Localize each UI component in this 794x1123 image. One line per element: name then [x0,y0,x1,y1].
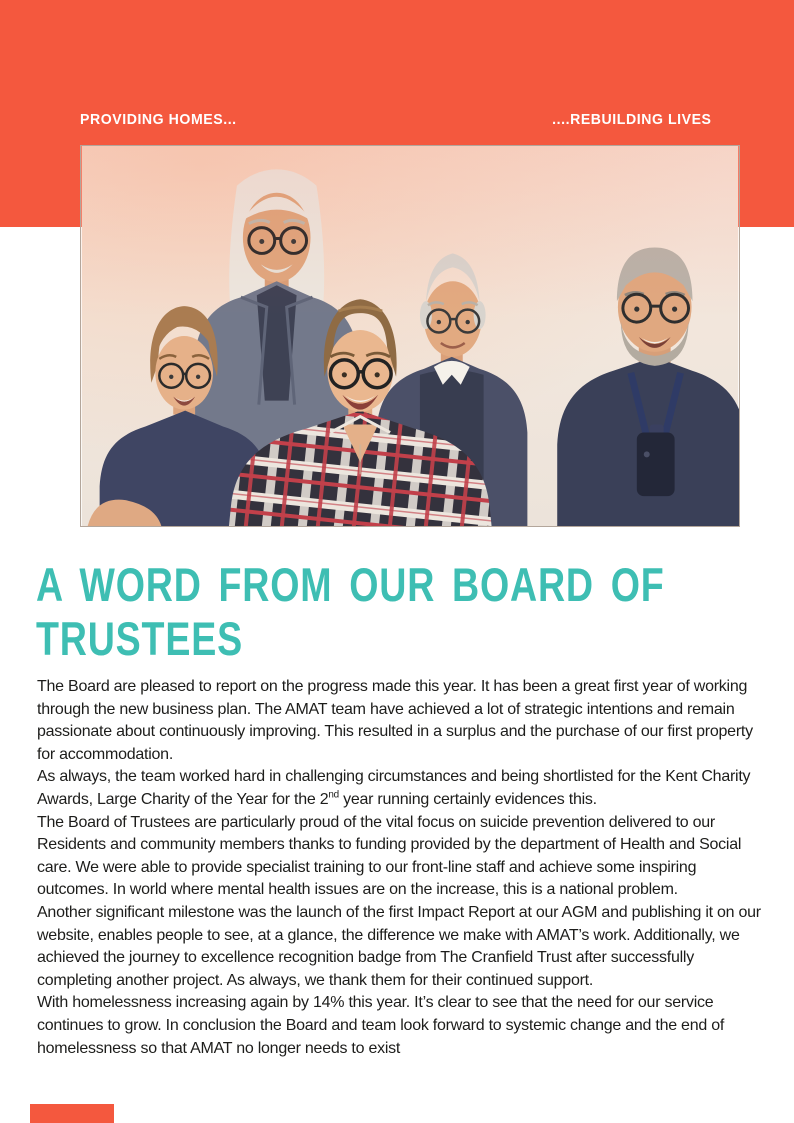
paragraph: Another significant milestone was the launch of the first Impact Report at our AGM and publishing it on our website, enables people to see, at a glance, the difference we make with AMAT’s work. Additionally, we achieved the journey to excellence recognition badge from The Cranfield Trust after successfully completing another project. As always, we thank them for their continued support. [37,903,761,989]
paragraph: With homelessness increasing again by 14% this year. It’s clear to see that the need for our service continues to grow. In conclusion the Board and team look forward to systemic change and the end of homelessness so that AMAT no longer needs to exist [37,994,725,1057]
page-title-line1: A WORD FROM OUR BOARD OF [36,558,665,611]
tagline-providing-homes: PROVIDING HOMES... [80,111,237,128]
board-photo [80,145,740,527]
tagline-rebuilding-lives: ....REBUILDING LIVES [552,111,712,128]
page-title [36,558,665,666]
body-text [37,676,765,1060]
paragraph: As always, the team worked hard in challenging circumstances and being shortlisted for the Kent Charity Awards, Large Charity of the Year for the 2nd year running certainly evidences this. [37,768,751,808]
footer-accent-bar [30,1104,114,1123]
board-photo-illustration [81,146,739,526]
page-title-line2: TRUSTEES [36,612,243,665]
paragraph: The Board are pleased to report on the progress made this year. It has been a great first year of working through the new business plan. The AMAT team have achieved a lot of strategic intentions and remain passionate about continuously improving. This resulted in a surplus and the purchase of our first property for accommodation. [37,678,753,763]
paragraph: The Board of Trustees are particularly proud of the vital focus on suicide prevention delivered to our Residents and community members thanks to funding provided by the department of Health and Social care. We were able to provide specialist training to our front-line staff and achieve some inspiring outcomes. In world where mental health issues are on the increase, this is a national problem. [37,813,742,899]
